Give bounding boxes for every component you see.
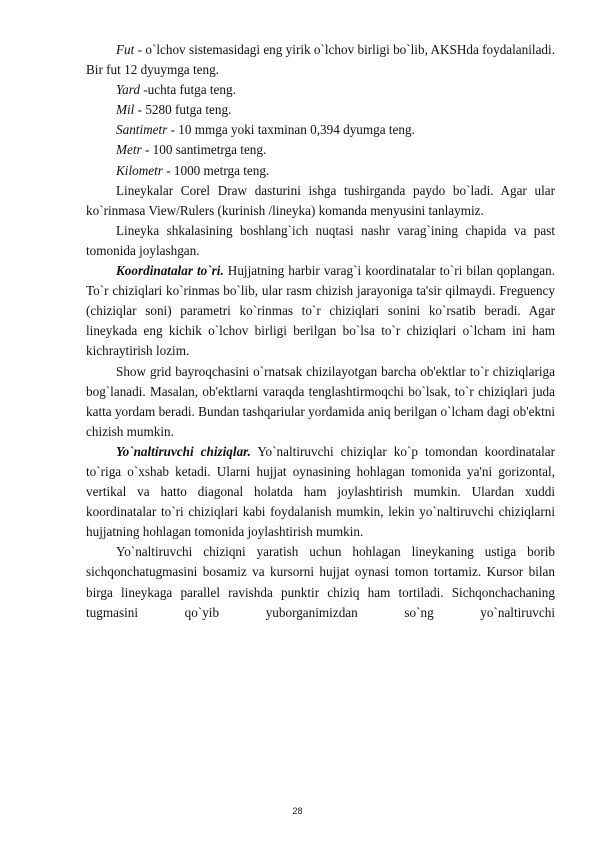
paragraph-yonaltiruvchi [86, 442, 555, 542]
paragraph-show-grid: Show grid bayroqchasini o`rnatsak chizilayotgan barcha ob'ektlar to`r chiziqlariga bog`lanadi. Masalan, ob'ektlarni varaqda tenglashtirmoqchi bo`lsak, to`r chiziqlari juda katta yordam beradi. Bundan tashqariular yordamida aniq berilgan o`lcham dagi ob'ektni chizish mumkin. [86, 363, 555, 439]
unit-term: Santimetr [116, 122, 168, 138]
paragraph-koordinatalar [86, 261, 555, 361]
paragraph-lineyka-2: Lineyka shkalasining boshlang`ich nuqtasi nashr varag`ining chapida va past tomonida joylashgan. [86, 222, 555, 258]
section-term: Koordinatalar to`ri. [116, 263, 224, 279]
unit-term: Kilometr [116, 162, 163, 178]
unit-term: Mil [116, 102, 135, 118]
section-text: Hujjatning harbir varag`i koordinatalar to`ri bilan qoplangan. To`r chiziqlari ko`rinmas bo`lib, ular rasm chizish jarayoniga ta'sir qilmaydi. Freguency (chiziqlar soni) parametri ko`rinmas to`r chiziqlari sonini ko`rsatib beradi. Agar lineykada eng kichik o`lchov birligi berilgan bo`lsa to`r chiziqlari o`lcham ini ham kichraytirish lozim. [86, 263, 555, 359]
page-number: 28 [292, 806, 303, 816]
unit-kilometr [86, 161, 555, 181]
document-page [86, 40, 555, 623]
unit-metr [86, 140, 555, 160]
unit-text: - 10 mmga yoki taxminan 0,394 dyumga teng. [167, 122, 415, 138]
unit-term: Metr [116, 142, 142, 158]
unit-fut [86, 40, 555, 80]
unit-mil [86, 100, 555, 120]
unit-term: Fut [116, 42, 135, 57]
paragraph-lineyka-1: Lineykalar Corel Draw dasturini ishga tushirganda paydo bo`ladi. Agar ular ko`rinmasa View/Rulers (kurinish /lineyka) komanda menyusini tanlaymiz. [86, 182, 555, 218]
unit-yard [86, 80, 555, 100]
unit-text: -uchta futga teng. [139, 82, 236, 98]
unit-text: - o`lchov sistemasidagi eng yirik o`lchov birligi bo`lib, AKSHda foydalaniladi. Bir fut 12 dyuymga teng. [86, 42, 555, 78]
unit-term: Yard [116, 82, 140, 98]
unit-text: - 100 santimetrga teng. [141, 142, 267, 158]
unit-text: - 1000 metrga teng. [162, 162, 270, 178]
section-text: Yo`naltiruvchi chiziqlar ko`p tomondan koordinatalar to`riga o`xshab ketadi. Ularni hujjat oynasining hohlagan tomonida ya'ni gorizontal, vertikal va hatto diagonal holatda ham joylashtirish mumkin. Ulardan xuddi koordinatalar to`ri chiziqlari kabi foydalanish mumkin, lekin yo`naltiruvchi chiziqlarni hujjatning hohlagan tomonida joylashtirish mumkin. [86, 443, 555, 540]
unit-text: - 5280 futga teng. [134, 102, 232, 118]
paragraph-last: Yo`naltiruvchi chiziqni yaratish uchun hohlagan lineykaning ustiga borib sichqonchatugmasini bosamiz va kursorni hujjat oynasi tomon tortamiz. Kursor bilan birga lineykaga parallel ravishda punktir chiziq ham tortiladi. Sichqonchachaning tugmasini qo`yib yuborganimizdan so`ng yo`naltiruvchi [86, 544, 555, 620]
section-term: Yo`naltiruvchi chiziqlar. [116, 443, 251, 459]
unit-santimetr [86, 120, 555, 140]
